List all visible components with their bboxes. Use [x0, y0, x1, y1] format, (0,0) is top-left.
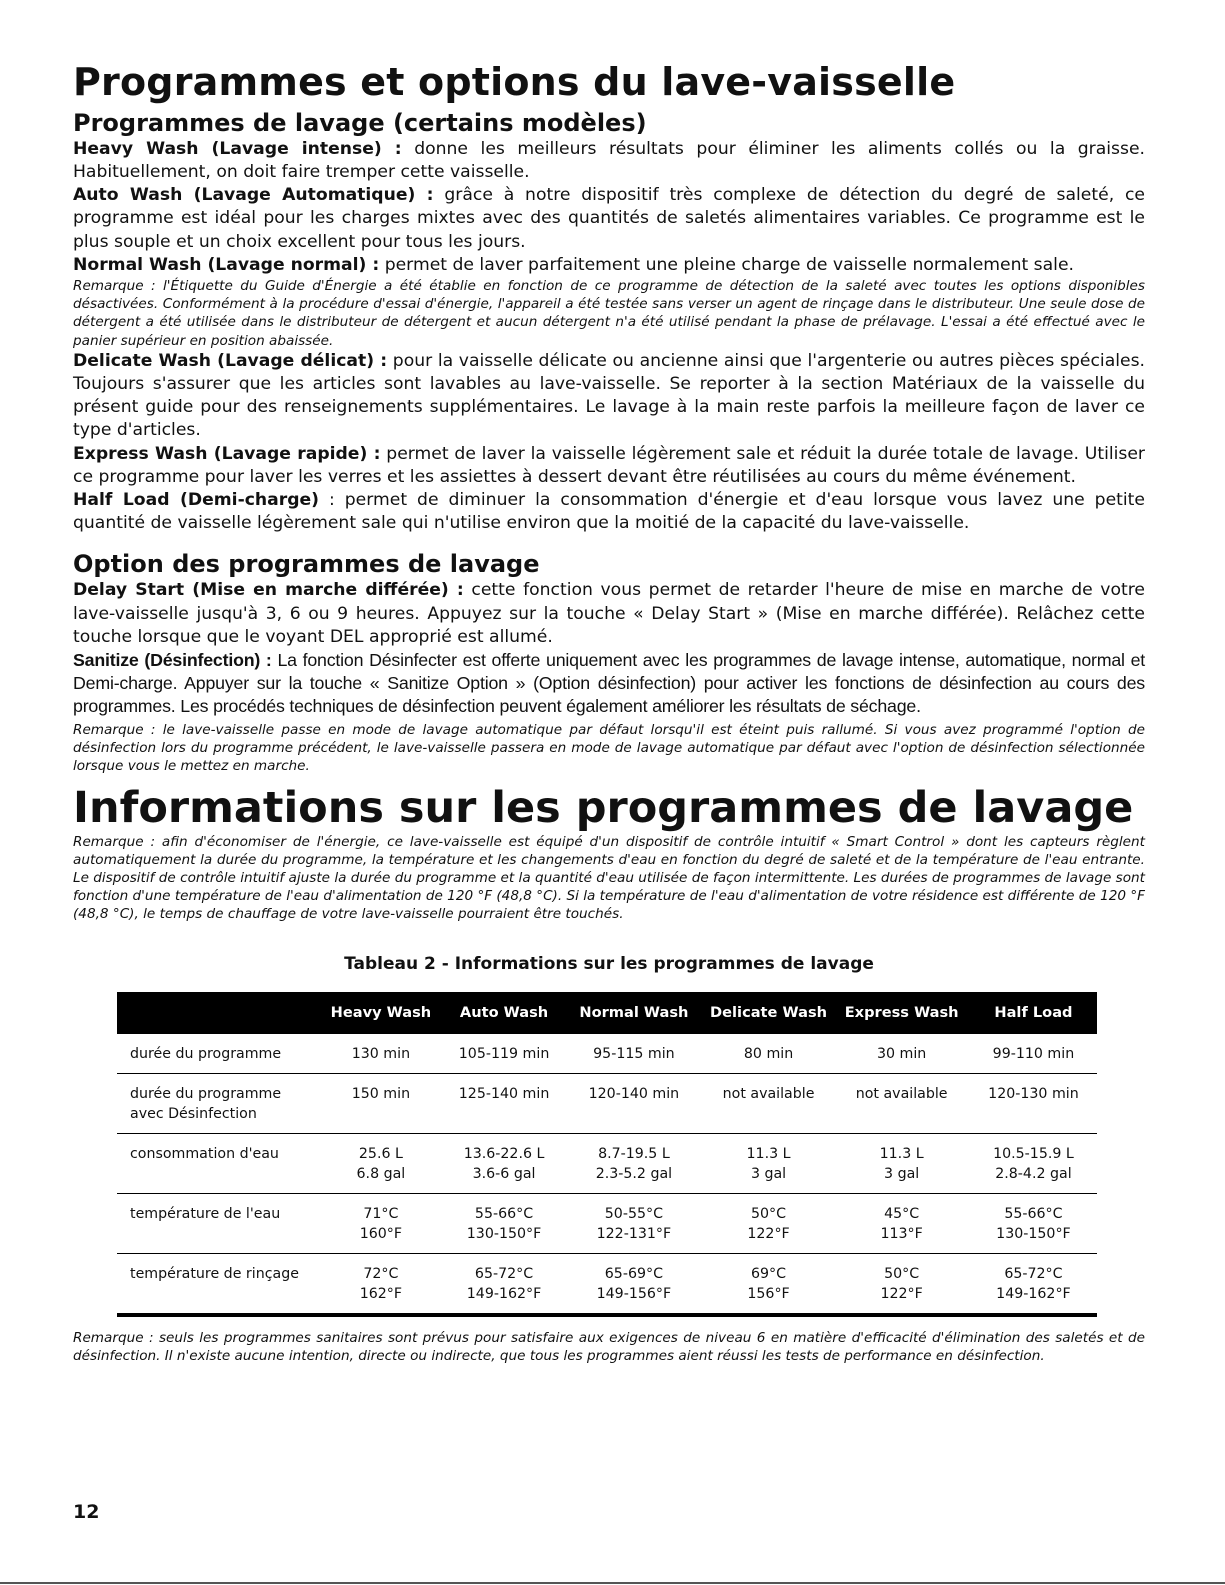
table-cell: not available	[704, 1073, 834, 1133]
program-term: Express Wash (Lavage rapide) :	[73, 443, 381, 464]
cell-imperial: 149-162°F	[996, 1285, 1071, 1302]
table-cell	[833, 1193, 970, 1253]
row-label: température de l'eau	[117, 1193, 318, 1253]
table-cell: 150 min	[318, 1073, 444, 1133]
cell-imperial: 162°F	[359, 1285, 403, 1302]
bottom-divider	[0, 1582, 1225, 1584]
cell-imperial: 122°F	[880, 1285, 923, 1302]
cell-metric: 71°C	[363, 1205, 399, 1222]
cell-imperial: 3.6-6 gal	[472, 1165, 536, 1182]
cell-metric: 10.5-15.9 L	[993, 1145, 1074, 1162]
table-cell	[833, 1253, 970, 1315]
page-title: Programmes et options du lave-vaisselle	[73, 60, 956, 104]
table-cell	[704, 1253, 834, 1315]
table-header-row	[117, 992, 1097, 1034]
cell-metric: 8.7-19.5 L	[598, 1145, 670, 1162]
table-cell: 99-110 min	[970, 1034, 1097, 1074]
cell-imperial: 122-131°F	[596, 1225, 672, 1242]
option-sanitize	[73, 649, 1145, 719]
cell-imperial: 2.8-4.2 gal	[995, 1165, 1072, 1182]
cell-imperial: 3 gal	[884, 1165, 920, 1182]
table-cell	[704, 1193, 834, 1253]
cell-metric: 55-66°C	[474, 1205, 534, 1222]
table-cell	[564, 1133, 704, 1193]
table-cell: 80 min	[704, 1034, 834, 1074]
table-cell: 120-130 min	[970, 1073, 1097, 1133]
cell-imperial: 149-156°F	[596, 1285, 672, 1302]
table-cell: 130 min	[318, 1034, 444, 1074]
sanitary-programs-note: Remarque : seuls les programmes sanitaires sont prévus pour satisfaire aux exigences de niveau 6 en matière d'efficacité d'élimination des saletés et de désinfection. Il n'existe aucune intention, directe ou indirecte, que tous les programmes aient réussi les tests de performance en désinfection.	[73, 1329, 1145, 1364]
program-desc: : permet de diminuer la consommation d'énergie et d'eau lorsque vous lavez une petite quantité de vaisselle légèrement sale qui n'utilise environ que la moitié de la capacité du lave-vaisselle.	[73, 490, 1145, 534]
option-term: Delay Start (Mise en marche différée) :	[73, 580, 464, 601]
program-term: Half Load (Demi-charge)	[73, 490, 320, 511]
table-cell	[444, 1193, 564, 1253]
table-row	[117, 1073, 1097, 1133]
table-header-cell: Delicate Wash	[704, 992, 834, 1034]
program-info-table	[117, 992, 1097, 1317]
option-delay-start	[73, 579, 1145, 649]
cell-metric: 11.3 L	[746, 1145, 791, 1162]
section-title-options: Option des programmes de lavage	[73, 550, 540, 579]
table-cell	[444, 1253, 564, 1315]
table-row	[117, 1193, 1097, 1253]
program-desc: permet de laver la vaisselle légèrement sale et réduit la durée totale de lavage. Utiliser ce programme pour laver les verres et les assiettes à dessert devant être réutilisées au cours du même événement.	[73, 443, 1145, 487]
sanitize-note: Remarque : le lave-vaisselle passe en mode de lavage automatique par défaut lorsqu'il est éteint puis rallumé. Si vous avez programmé l'option de désinfection lors du programme précédent, le lave-vaisselle passera en mode de lavage automatique par défaut avec l'option de désinfection sélectionnée lorsque vous le mettez en marche.	[73, 721, 1145, 775]
table-cell	[704, 1133, 834, 1193]
option-desc: La fonction Désinfecter est offerte uniquement avec les programmes de lavage intense, automatique, normal et Demi-charge. Appuyer sur la touche « Sanitize Option » (Option désinfection) pour activer les fonctions de désinfection au cours des programmes. Les procédés techniques de désinfection peuvent également améliorer les résultats de séchage.	[73, 650, 1145, 717]
program-normal-wash	[73, 254, 1145, 277]
cell-metric: 11.3 L	[879, 1145, 924, 1162]
cell-imperial: 156°F	[747, 1285, 790, 1302]
cell-metric: 69°C	[751, 1265, 787, 1282]
cell-imperial: 6.8 gal	[356, 1165, 406, 1182]
program-half-load	[73, 489, 1145, 535]
cell-imperial: 113°F	[880, 1225, 923, 1242]
table-cell	[970, 1133, 1097, 1193]
cell-metric: 55-66°C	[1004, 1205, 1063, 1222]
cell-metric: 25.6 L	[358, 1145, 403, 1162]
program-term: Heavy Wash (Lavage intense) :	[73, 138, 402, 159]
info-title: Informations sur les programmes de lavage	[73, 783, 1134, 834]
table-cell	[564, 1253, 704, 1315]
table-cell: 105-119 min	[444, 1034, 564, 1074]
option-term: Sanitize (Désinfection) :	[73, 650, 272, 671]
row-label-line: avec Désinfection	[130, 1105, 257, 1122]
cell-imperial: 160°F	[359, 1225, 403, 1242]
cell-metric: 50°C	[884, 1265, 920, 1282]
table-cell: not available	[833, 1073, 970, 1133]
cell-metric: 50°C	[751, 1205, 787, 1222]
program-term: Normal Wash (Lavage normal) :	[73, 254, 380, 275]
table-header-cell: Express Wash	[833, 992, 970, 1034]
program-delicate-wash	[73, 350, 1145, 443]
table-cell	[318, 1193, 444, 1253]
cell-imperial: 149-162°F	[466, 1285, 542, 1302]
program-term: Delicate Wash (Lavage délicat) :	[73, 350, 388, 371]
section-title-wash-programs: Programmes de lavage (certains modèles)	[73, 108, 647, 137]
program-desc: grâce à notre dispositif très complexe de détection du degré de saleté, ce programme est idéal pour les charges mixtes avec des quantités de saletés alimentaires variables. Ce programme est le plus souple et un choix excellent pour tous les jours.	[73, 185, 1145, 252]
table-cell	[444, 1133, 564, 1193]
cell-imperial: 3 gal	[750, 1165, 787, 1182]
table-cell: 30 min	[833, 1034, 970, 1074]
page-content	[73, 62, 1145, 1365]
table-header-cell: Auto Wash	[444, 992, 564, 1034]
page-number: 12	[73, 1501, 100, 1523]
table-cell	[833, 1133, 970, 1193]
row-label: température de rinçage	[117, 1253, 318, 1315]
normal-wash-note: Remarque : l'Étiquette du Guide d'Énergie a été établie en fonction de ce programme de détection de la saleté avec toutes les options disponibles désactivées. Conformément à la procédure d'essai d'énergie, l'appareil a été testée sans verser un agent de rinçage dans le distributeur. Une seule dose de détergent a été utilisée dans le distributeur de détergent et aucun détergent n'a été utilisé pendant la phase de prélavage. L'essai a été effectué avec le panier supérieur en position abaissée.	[73, 278, 1145, 349]
table-cell: 125-140 min	[444, 1073, 564, 1133]
table-caption: Tableau 2 - Informations sur les programmes de lavage	[344, 953, 874, 974]
smart-control-note: Remarque : afin d'économiser de l'énergie, ce lave-vaisselle est équipé d'un dispositif de contrôle intuitif « Smart Control » dont les capteurs règlent automatiquement la durée du programme, la température et les changements d'eau en fonction du degré de saleté et de la température de l'eau entrante. Le dispositif de contrôle intuitif ajuste la durée du programme et la quantité d'eau utilisée de façon intermittente. Les durées de programmes de lavage sont fonction d'une température de l'eau d'alimentation de 120 °F (48,8 °C). Si la température de l'eau d'alimentation de votre résidence est différente de 120 °F (48,8 °C), le temps de chauffage de votre lave-vaisselle pourraient être touchés.	[73, 833, 1145, 923]
cell-metric: 13.6-22.6 L	[463, 1145, 545, 1162]
table-cell: 120-140 min	[564, 1073, 704, 1133]
table-header-cell: Heavy Wash	[318, 992, 444, 1034]
program-heavy-wash	[73, 138, 1145, 184]
cell-imperial: 122°F	[747, 1225, 790, 1242]
row-label: durée du programme	[117, 1034, 318, 1074]
cell-imperial: 130-150°F	[996, 1225, 1071, 1242]
cell-imperial: 130-150°F	[466, 1225, 542, 1242]
program-desc: permet de laver parfaitement une pleine charge de vaisselle normalement sale.	[379, 254, 1074, 275]
table-row	[117, 1034, 1097, 1074]
row-label	[117, 1073, 318, 1133]
cell-metric: 65-69°C	[604, 1265, 664, 1282]
program-express-wash	[73, 443, 1145, 489]
row-label: consommation d'eau	[117, 1133, 318, 1193]
option-desc: cette fonction vous permet de retarder l'heure de mise en marche de votre lave-vaisselle jusqu'à 3, 6 ou 9 heures. Appuyez sur la touche « Delay Start » (Mise en marche différée). Relâchez cette touche lorsque que le voyant DEL approprié est allumé.	[73, 580, 1145, 647]
table-header-cell: Normal Wash	[564, 992, 704, 1034]
cell-metric: 45°C	[884, 1205, 920, 1222]
table-cell	[318, 1253, 444, 1315]
table-cell	[318, 1133, 444, 1193]
table-header-cell	[117, 992, 318, 1034]
cell-metric: 50-55°C	[604, 1205, 664, 1222]
program-term: Auto Wash (Lavage Automatique) :	[73, 185, 434, 206]
cell-metric: 72°C	[363, 1265, 399, 1282]
table-cell: 95-115 min	[564, 1034, 704, 1074]
program-desc: pour la vaisselle délicate ou ancienne ainsi que l'argenterie ou autres pièces spéciales. Toujours s'assurer que les articles sont lavables au lave-vaisselle. Se reporter à la section Matériaux de la vaisselle du présent guide pour des renseignements supplémentaires. Le lavage à la main reste parfois la meilleure façon de laver ce type d'articles.	[73, 350, 1145, 441]
program-desc: donne les meilleurs résultats pour éliminer les aliments collés ou la graisse. Habituellement, on doit faire tremper cette vaisselle.	[73, 138, 1145, 182]
cell-imperial: 2.3-5.2 gal	[595, 1165, 673, 1182]
table-cell	[970, 1253, 1097, 1315]
program-auto-wash	[73, 184, 1145, 254]
table-cell	[970, 1193, 1097, 1253]
table-row	[117, 1133, 1097, 1193]
table-header-cell: Half Load	[970, 992, 1097, 1034]
cell-metric: 65-72°C	[1004, 1265, 1063, 1282]
table-cell	[564, 1193, 704, 1253]
cell-metric: 65-72°C	[474, 1265, 534, 1282]
row-label-line: durée du programme	[130, 1085, 282, 1102]
table-row	[117, 1253, 1097, 1315]
